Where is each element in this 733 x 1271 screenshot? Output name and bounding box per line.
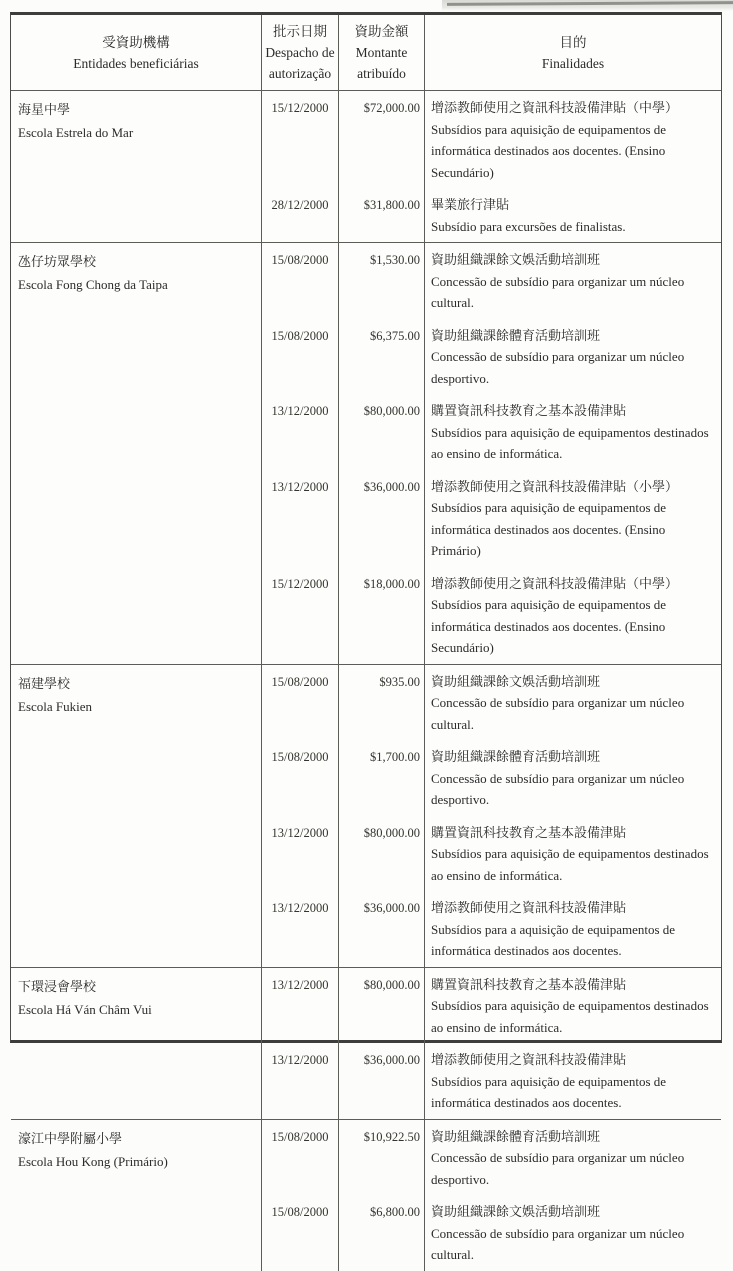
header-amount-pt-line1: Montante xyxy=(355,45,408,60)
grant-purpose xyxy=(424,1120,721,1196)
grant-purpose-zh: 增添教師使用之資訊科技設備津貼 xyxy=(431,1052,627,1067)
grant-date: 13/12/2000 xyxy=(261,394,338,470)
grant-purpose xyxy=(424,319,721,395)
header-date-zh: 批示日期 xyxy=(273,24,327,39)
grant-date: 13/12/2000 xyxy=(261,816,338,892)
grant-date: 13/12/2000 xyxy=(261,470,338,567)
entity-cell xyxy=(11,1120,261,1271)
grant-purpose xyxy=(424,91,721,188)
grant-purpose-zh: 資助組織課餘體育活動培訓班 xyxy=(431,1128,601,1144)
entity-name-zh: 氹仔坊眾學校 xyxy=(18,254,97,269)
entity-section xyxy=(11,91,721,243)
grant-purpose-zh: 增添教師使用之資訊科技設備津貼（中學） xyxy=(431,575,679,591)
grant-date: 15/08/2000 xyxy=(261,243,338,319)
entity-section xyxy=(11,968,721,1120)
grant-purpose-pt: Concessão de subsídio para organizar um núcleo cultural. xyxy=(431,273,685,310)
grant-date: 15/08/2000 xyxy=(261,665,338,741)
grant-purpose-zh: 購置資訊科技教育之基本設備津貼 xyxy=(431,403,627,418)
grant-date: 15/08/2000 xyxy=(261,1195,338,1271)
grant-purpose xyxy=(424,1195,721,1271)
grant-purpose-pt: Subsídios para aquisição de equipamentos de informática destinados aos docentes. (Ensino Secundário) xyxy=(431,597,667,655)
grant-purpose-zh: 資助組織課餘文娛活動培訓班 xyxy=(431,673,601,689)
grant-purpose-pt: Concessão de subsídio para organizar um núcleo desportivo. xyxy=(431,1150,685,1187)
grant-purpose-pt: Subsídios para aquisição de equipamentos de informática destinados aos docentes. (Ensino Primário) xyxy=(431,500,667,558)
entity-cell xyxy=(11,665,261,967)
header-date xyxy=(261,15,338,90)
grant-purpose-pt: Subsídios para aquisição de equipamentos destinados ao ensino de informática. xyxy=(431,424,709,461)
grant-purpose-zh: 資助組織課餘文娛活動培訓班 xyxy=(431,1204,601,1219)
header-amount-zh: 資助金額 xyxy=(354,24,409,39)
grant-amount: $31,800.00 xyxy=(338,188,424,242)
grant-purpose-pt: Subsídios para aquisição de equipamentos destinados ao ensino de informática. xyxy=(431,998,709,1035)
grant-date: 13/12/2000 xyxy=(261,1043,338,1119)
header-date-pt-line1: Despacho de xyxy=(265,45,335,60)
grant-amount: $72,000.00 xyxy=(338,91,424,188)
entity-cell xyxy=(11,243,261,664)
grant-amount: $935.00 xyxy=(338,665,424,741)
grant-date: 28/12/2000 xyxy=(261,188,338,242)
header-date-pt-line2: autorização xyxy=(268,66,332,81)
grant-purpose xyxy=(424,188,721,242)
entity-name-pt: Escola Há Ván Châm Vui xyxy=(18,1001,152,1017)
grant-date: 15/08/2000 xyxy=(261,740,338,816)
grant-purpose-pt: Subsídios para aquisição de equipamentos de informática destinados aos docentes. xyxy=(431,1073,667,1110)
grant-date: 15/08/2000 xyxy=(261,319,338,395)
grant-date: 15/12/2000 xyxy=(261,567,338,664)
entity-section xyxy=(11,243,721,665)
grant-purpose-pt: Concessão de subsídio para organizar um núcleo desportivo. xyxy=(431,770,685,807)
grant-purpose xyxy=(424,243,721,319)
grant-purpose-pt: Subsídios para a aquisição de equipamentos de informática destinados aos docentes. xyxy=(431,921,676,958)
grant-purpose xyxy=(424,968,721,1044)
table-body xyxy=(11,91,721,1271)
entity-name-pt: Escola Fong Chong da Taipa xyxy=(18,277,168,292)
grant-amount: $80,000.00 xyxy=(338,816,424,892)
grant-purpose-zh: 資助組織課餘文娛活動培訓班 xyxy=(431,252,601,267)
header-amount xyxy=(338,15,424,90)
grant-purpose xyxy=(424,1043,721,1119)
grant-amount: $80,000.00 xyxy=(338,394,424,470)
grant-amount: $10,922.50 xyxy=(338,1120,424,1196)
grant-purpose-pt: Subsídio para excursões de finalistas. xyxy=(431,218,626,234)
entity-cell xyxy=(11,968,261,1119)
grant-purpose-zh: 增添教師使用之資訊科技設備津貼（中學） xyxy=(431,100,679,115)
entity-name-pt: Escola Fukien xyxy=(18,698,93,714)
grant-purpose xyxy=(424,567,721,664)
grant-amount: $1,700.00 xyxy=(338,740,424,816)
grant-date: 13/12/2000 xyxy=(261,891,338,967)
header-beneficiaries xyxy=(11,15,261,90)
grant-purpose xyxy=(424,665,721,741)
grant-amount: $36,000.00 xyxy=(338,891,424,967)
grant-date: 15/12/2000 xyxy=(261,91,338,188)
entity-name-zh: 濠江中學附屬小學 xyxy=(18,1130,123,1146)
header-purpose-pt: Finalidades xyxy=(541,55,605,71)
grant-purpose-zh: 購置資訊科技教育之基本設備津貼 xyxy=(431,976,627,992)
header-beneficiaries-pt: Entidades beneficiárias xyxy=(73,55,199,71)
header-amount-pt-line2: atribuído xyxy=(357,66,406,81)
grant-amount: $18,000.00 xyxy=(338,567,424,664)
grant-purpose-zh: 畢業旅行津貼 xyxy=(431,197,510,212)
grant-purpose-zh: 增添教師使用之資訊科技設備津貼（小學） xyxy=(431,478,679,494)
grant-amount: $1,530.00 xyxy=(338,243,424,319)
grant-purpose-zh: 資助組織課餘體育活動培訓班 xyxy=(431,327,601,343)
grant-amount: $80,000.00 xyxy=(338,968,424,1044)
grant-purpose xyxy=(424,891,721,967)
grant-purpose xyxy=(424,740,721,816)
entity-section xyxy=(11,665,721,968)
grant-purpose-pt: Concessão de subsídio para organizar um núcleo cultural. xyxy=(431,695,685,732)
grant-purpose xyxy=(424,816,721,892)
grant-amount: $6,800.00 xyxy=(338,1195,424,1271)
subsidy-table xyxy=(10,12,722,1262)
header-purpose xyxy=(424,15,721,90)
grant-amount: $36,000.00 xyxy=(338,1043,424,1119)
grant-purpose xyxy=(424,470,721,567)
grant-amount: $6,375.00 xyxy=(338,319,424,395)
entity-cell xyxy=(11,91,261,242)
grant-purpose-zh: 增添教師使用之資訊科技設備津貼 xyxy=(431,900,627,915)
header-purpose-zh: 目的 xyxy=(559,34,587,50)
table-header-row xyxy=(11,15,721,91)
grant-purpose-zh: 資助組織課餘體育活動培訓班 xyxy=(431,749,601,764)
grant-purpose-pt: Concessão de subsídio para organizar um núcleo cultural. xyxy=(431,1225,685,1262)
grant-purpose-pt: Subsídios para aquisição de equipamentos de informática destinados aos docentes. (Ensino Secundário) xyxy=(431,121,667,180)
grant-purpose-pt: Concessão de subsídio para organizar um núcleo desportivo. xyxy=(431,349,685,386)
entity-name-pt: Escola Hou Kong (Primário) xyxy=(18,1153,168,1169)
entity-name-pt: Escola Estrela do Mar xyxy=(18,125,134,140)
grant-purpose xyxy=(424,394,721,470)
entity-name-zh: 下環浸會學校 xyxy=(18,978,97,994)
header-beneficiaries-zh: 受資助機構 xyxy=(102,34,170,50)
grant-purpose-zh: 購置資訊科技教育之基本設備津貼 xyxy=(431,824,627,840)
grant-date: 15/08/2000 xyxy=(261,1120,338,1196)
grant-purpose-pt: Subsídios para aquisição de equipamentos destinados ao ensino de informática. xyxy=(431,846,709,883)
grant-date: 13/12/2000 xyxy=(261,968,338,1044)
entity-name-zh: 海星中學 xyxy=(18,102,71,117)
entity-name-zh: 福建學校 xyxy=(18,675,71,691)
entity-section xyxy=(11,1120,721,1271)
grant-amount: $36,000.00 xyxy=(338,470,424,567)
